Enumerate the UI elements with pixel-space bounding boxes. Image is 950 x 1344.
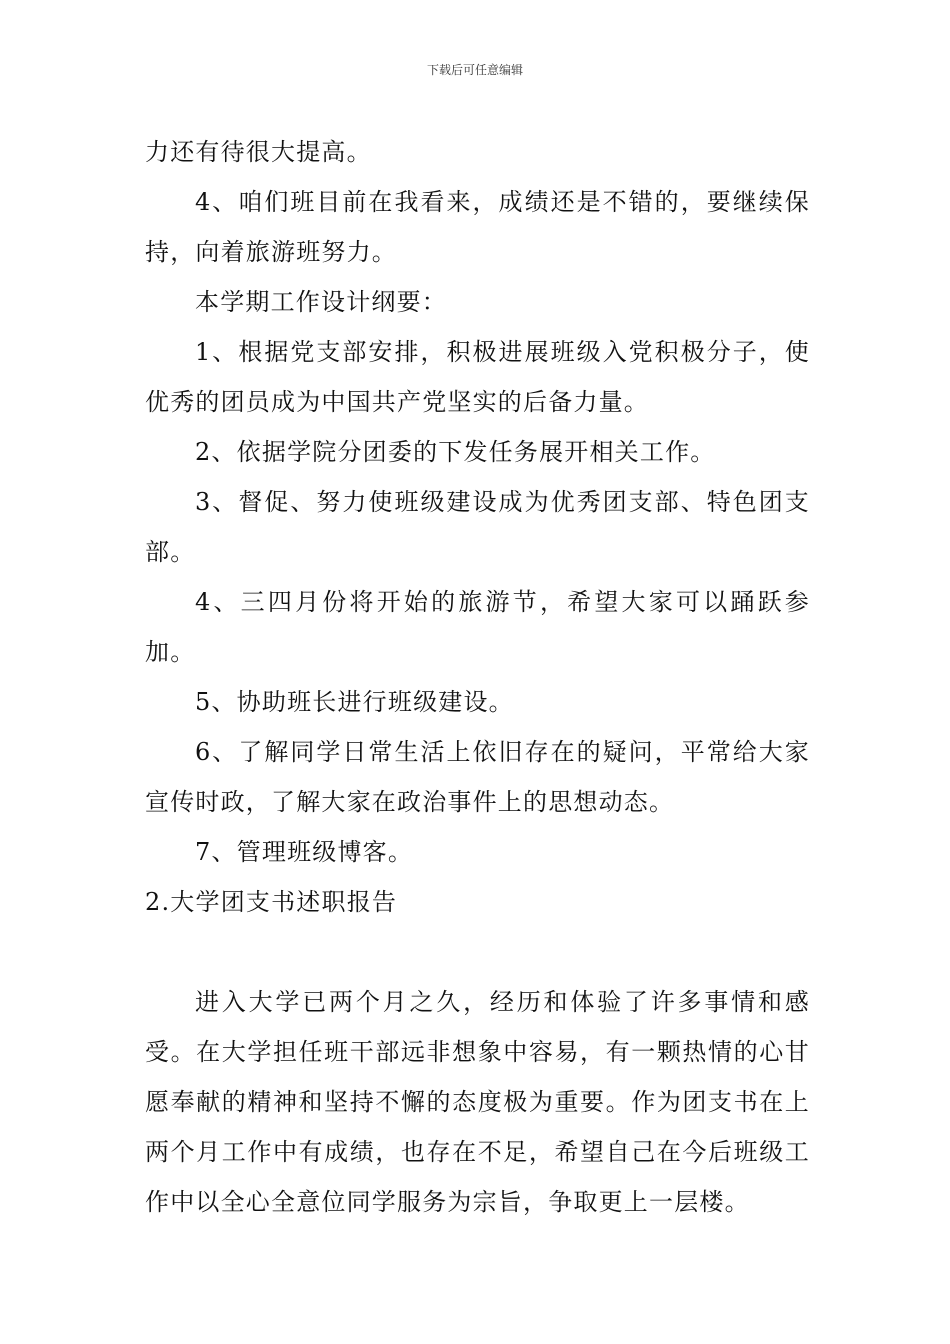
paragraph-plan-heading: 本学期工作设计纲要：: [195, 288, 447, 316]
section-title: 2.大学团支书述职报告: [145, 888, 398, 916]
paragraph-plan-item-4: 4、三四月份将开始的旅游节，希望大家可以踊跃参加。: [145, 588, 810, 666]
page-header: 下载后可任意编辑: [426, 63, 523, 77]
paragraph-plan-item-7: 7、管理班级博客。: [195, 838, 414, 866]
blank-line: [145, 927, 810, 977]
paragraph-plan-item-6: 6、了解同学日常生活上依旧存在的疑问，平常给大家宣传时政，了解大家在政治事件上的思想动态。: [145, 738, 810, 816]
paragraph-plan-item-3: 3、督促、努力使班级建设成为优秀团支部、特色团支部。: [145, 488, 810, 566]
paragraph-report-intro: 进入大学已两个月之久，经历和体验了许多事情和感受。在大学担任班干部远非想象中容易，有一颗热情的心甘愿奉献的精神和坚持不懈的态度极为重要。作为团支书在上两个月工作中有成绩，也存在不足，希望自己在今后班级工作中以全心全意位同学服务为宗旨，争取更上一层楼。: [145, 988, 810, 1216]
paragraph-plan-item-1: 1、根据党支部安排，积极进展班级入党积极分子，使优秀的团员成为中国共产党坚实的后备力量。: [145, 338, 810, 416]
paragraph-plan-item-5: 5、协助班长进行班级建设。: [195, 688, 514, 716]
paragraph-item-4-class-status: 4、咱们班目前在我看来，成绩还是不错的，要继续保持，向着旅游班努力。: [145, 188, 810, 266]
document-body: [145, 127, 810, 1227]
paragraph-plan-item-2: 2、依据学院分团委的下发任务展开相关工作。: [195, 438, 716, 466]
paragraph-continuation: 力还有待很大提高。: [145, 138, 372, 166]
